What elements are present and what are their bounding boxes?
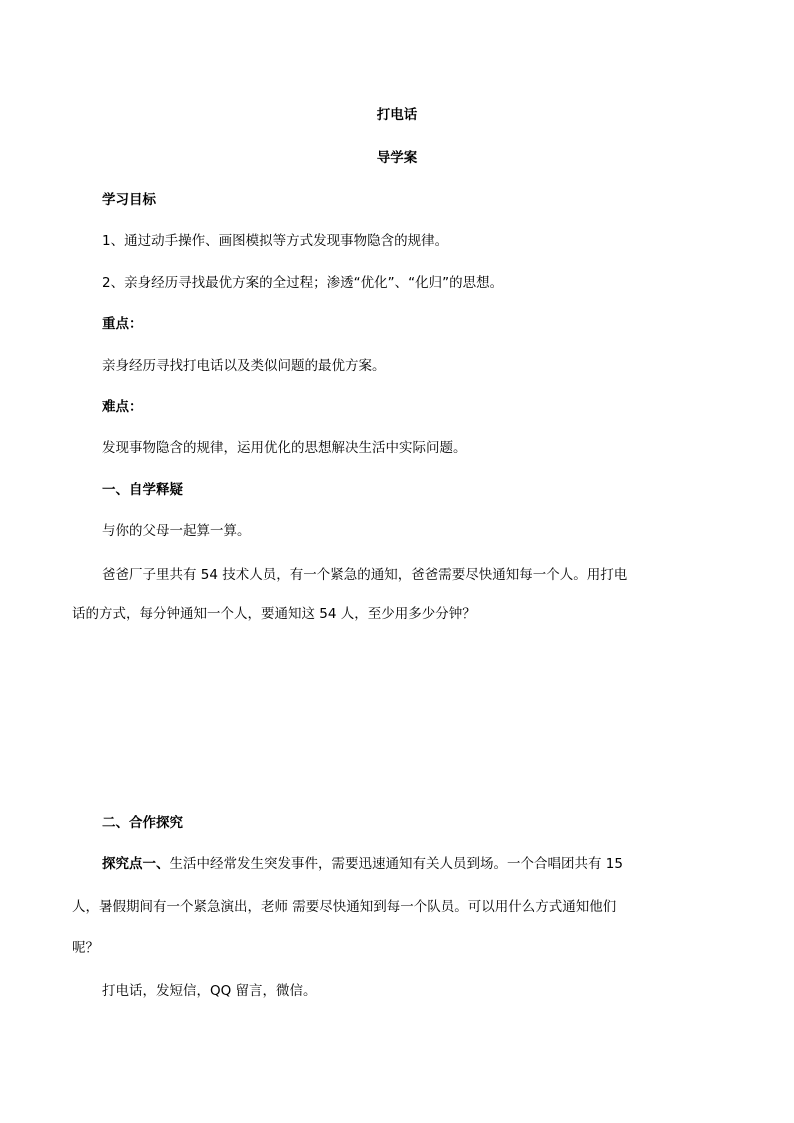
section-1-problem-line-1: 爸爸厂子里共有 54 技术人员，有一个紧急的通知，爸爸需要尽快通知每一个人。用打电: [102, 567, 628, 583]
section-2-heading: 二、合作探究: [102, 815, 183, 831]
explore-answer: 打电话，发短信，QQ 留言，微信。: [102, 983, 317, 999]
explore-point-line-3: 呢？: [72, 940, 99, 956]
difficulty-text: 发现事物隐含的规律，运用优化的思想解决生活中实际问题。: [102, 440, 467, 456]
explore-point-label: 探究点一、: [102, 856, 170, 872]
explore-point-text: 生活中经常发生突发事件，需要迅速通知有关人员到场。一个合唱团共有 15: [169, 856, 623, 872]
explore-point-line-1: [102, 855, 623, 873]
document-title: 打电话: [376, 107, 418, 123]
explore-point-line-2: 人，暑假期间有一个紧急演出，老师 需要尽快通知到每一个队员。可以用什么方式通知他们: [72, 899, 617, 915]
key-point-text: 亲身经历寻找打电话以及类似问题的最优方案。: [102, 358, 386, 374]
section-1-problem-line-2: 话的方式，每分钟通知一个人，要通知这 54 人，至少用多少分钟？: [72, 606, 476, 622]
key-point-heading: 重点：: [102, 316, 143, 332]
difficulty-heading: 难点：: [102, 399, 143, 415]
objective-1: 1、通过动手操作、画图模拟等方式发现事物隐含的规律。: [102, 233, 449, 249]
objectives-heading: 学习目标: [102, 192, 156, 208]
section-1-heading: 一、自学释疑: [102, 482, 183, 498]
document-subtitle: 导学案: [376, 150, 418, 166]
objective-2: 2、亲身经历寻找最优方案的全过程；渗透“优化”、“化归”的思想。: [102, 275, 504, 291]
section-1-intro: 与你的父母一起算一算。: [102, 523, 251, 539]
